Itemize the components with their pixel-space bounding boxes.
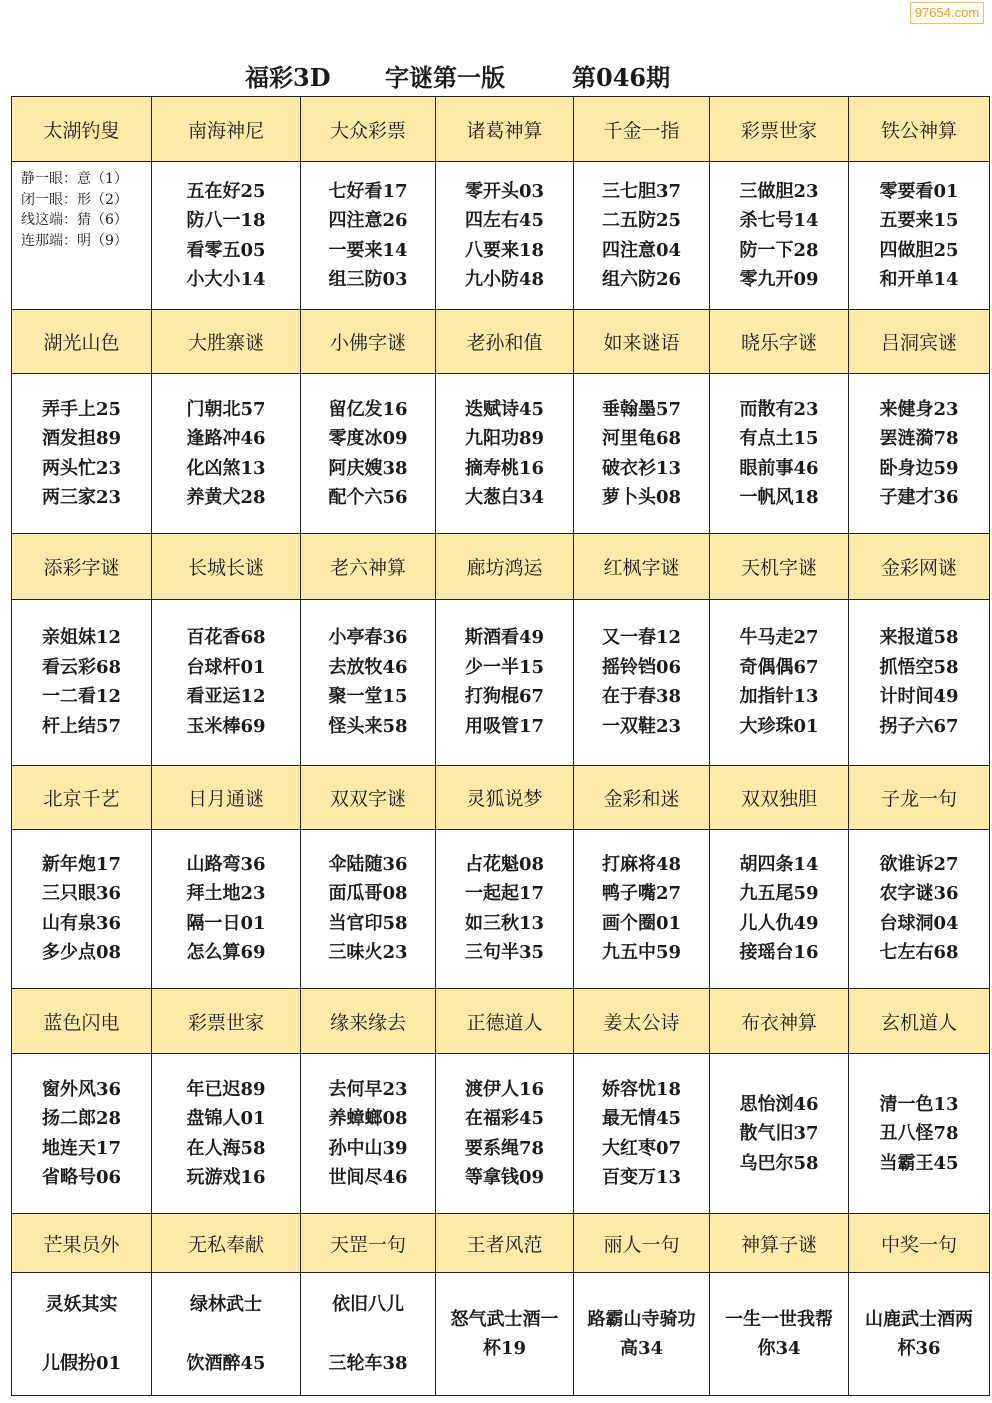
- content-row: [12, 1273, 990, 1396]
- riddle-line: 一双鞋23: [601, 715, 682, 737]
- riddle-cell: [574, 1054, 710, 1214]
- column-title: 彩票世家: [710, 97, 849, 162]
- column-title: 长城长谜: [152, 534, 301, 599]
- riddle-line: 三味火23: [328, 942, 408, 964]
- riddle-line: 一起起17: [464, 883, 545, 905]
- riddle-cell: [301, 1054, 436, 1214]
- riddle-line: 接瑶台16: [739, 942, 819, 964]
- riddle-line: 打狗棍67: [464, 686, 545, 708]
- column-title: 如来谜语: [574, 309, 710, 373]
- riddle-cell: [710, 1273, 849, 1396]
- riddle-line: 奇偶偶67: [739, 656, 819, 678]
- riddle-cell: [710, 1054, 849, 1214]
- riddle-cell: [849, 1273, 990, 1396]
- riddle-line: 逢路冲46: [186, 428, 266, 450]
- column-title: 王者风范: [436, 1214, 574, 1273]
- riddle-line: 散气旧37: [739, 1123, 819, 1144]
- riddle-cell: [574, 162, 710, 309]
- riddle-line: 养蟑螂08: [328, 1108, 408, 1130]
- header-row: [12, 534, 990, 599]
- riddle-cell: [152, 1054, 301, 1214]
- riddle-line: 大葱白34: [464, 487, 545, 509]
- column-title: 老六神算: [301, 534, 436, 599]
- riddle-cell: [152, 830, 301, 989]
- riddle-line: 等拿钱09: [464, 1167, 545, 1189]
- riddle-line: 小亭春36: [328, 627, 408, 649]
- riddle-line: 聚一堂15: [328, 686, 408, 708]
- column-title: 彩票世家: [152, 988, 301, 1053]
- riddle-cell: [574, 374, 710, 534]
- column-title: 大胜寨谜: [152, 309, 301, 373]
- riddle-cell: [436, 162, 574, 309]
- riddle-line: 一二看12: [41, 686, 122, 708]
- riddle-line: 七左右68: [879, 942, 959, 964]
- riddle-line: 眼前事46: [739, 457, 819, 479]
- column-title: 玄机道人: [849, 988, 990, 1053]
- column-title: 正德道人: [436, 988, 574, 1053]
- riddle-cell: [849, 1054, 990, 1214]
- riddle-line: 台球杆01: [186, 656, 266, 678]
- content-row: [12, 599, 990, 765]
- riddle-cell: [436, 1054, 574, 1214]
- riddle-line: 又一春12: [601, 627, 682, 649]
- riddle-line: 有点土15: [739, 428, 819, 450]
- riddle-line: 大红枣07: [601, 1137, 682, 1159]
- riddle-line: 七好看17: [328, 180, 408, 202]
- riddle-line: 饮酒醉45: [186, 1353, 266, 1375]
- column-title: 南海神尼: [152, 97, 301, 162]
- column-title: 晓乐字谜: [710, 309, 849, 373]
- column-title: 廊坊鸿运: [436, 534, 574, 599]
- riddle-table: [11, 96, 990, 1396]
- riddle-line: 组六防26: [601, 269, 682, 291]
- riddle-line: 玉米棒69: [186, 715, 266, 737]
- riddle-line: 路霸山寺骑功: [587, 1309, 696, 1331]
- riddle-line: 三七胆37: [601, 180, 682, 202]
- riddle-line: 大珍珠01: [739, 715, 819, 737]
- column-title: 小佛字谜: [301, 309, 436, 373]
- column-title: 北京千艺: [12, 765, 152, 829]
- riddle-cell: [574, 599, 710, 765]
- riddle-line: 绿林武士: [190, 1294, 262, 1316]
- riddle-cell: [849, 162, 990, 309]
- riddle-line: 拜土地23: [186, 883, 266, 905]
- riddle-line: 零九开09: [739, 269, 819, 291]
- riddle-line: 怪头来58: [328, 715, 408, 737]
- riddle-line: 和开单14: [879, 269, 959, 291]
- riddle-line: 少一半15: [464, 656, 545, 678]
- riddle-line: 加指针13: [739, 686, 819, 708]
- column-title: 神算子谜: [710, 1214, 849, 1273]
- riddle-line: 娇容忧18: [601, 1078, 682, 1100]
- riddle-line: 在于春38: [601, 686, 682, 708]
- riddle-line: 三轮车38: [328, 1353, 408, 1375]
- riddle-line: 看云彩68: [41, 656, 122, 678]
- riddle-line: 怎么算69: [186, 942, 266, 964]
- site-watermark: 97654.com: [910, 2, 984, 24]
- riddle-cell: [436, 599, 574, 765]
- riddle-cell: [12, 1054, 152, 1214]
- riddle-line: 山路弯36: [186, 853, 266, 875]
- riddle-line: 要系绳78: [464, 1137, 545, 1159]
- page-title: [0, 58, 992, 92]
- riddle-line: 九阳功89: [464, 428, 545, 450]
- riddle-line: 年已迟89: [186, 1078, 266, 1100]
- riddle-line: 一生一世我帮: [725, 1309, 833, 1331]
- riddle-line: 你34: [757, 1338, 801, 1360]
- riddle-cell: [12, 1273, 152, 1396]
- riddle-line: 防一下28: [739, 239, 819, 261]
- riddle-cell: [301, 374, 436, 534]
- riddle-line: 亲姐妹12: [41, 627, 122, 649]
- riddle-line: 配个六56: [328, 487, 408, 509]
- header-row: [12, 309, 990, 373]
- column-title: 蓝色闪电: [12, 988, 152, 1053]
- riddle-line: 化凶煞13: [186, 457, 266, 479]
- column-title: 天机字谜: [710, 534, 849, 599]
- riddle-line: 隔一日01: [186, 912, 266, 934]
- column-title: 无私奉献: [152, 1214, 301, 1273]
- riddle-line: 养黄犬28: [186, 487, 266, 509]
- riddle-line: 伞陆随36: [328, 853, 408, 875]
- riddle-line: 四左右45: [464, 210, 545, 232]
- riddle-line: 杆上结57: [41, 715, 122, 737]
- content-row: [12, 1054, 990, 1214]
- riddle-line: 清一色13: [879, 1093, 959, 1115]
- riddle-line: 计时间49: [879, 686, 959, 708]
- riddle-cell: [710, 599, 849, 765]
- riddle-line: 依旧八儿: [332, 1294, 404, 1316]
- column-title: 芒果员外: [12, 1214, 152, 1273]
- column-title: 缘来缘去: [301, 988, 436, 1053]
- riddle-line: 新年炮17: [41, 853, 122, 875]
- riddle-cell: [436, 374, 574, 534]
- riddle-line: 萝卜头08: [601, 487, 682, 509]
- riddle-line: 鸭子嘴27: [601, 883, 682, 905]
- riddle-line: 而散有23: [739, 398, 819, 420]
- column-title: 金彩网谜: [849, 534, 990, 599]
- riddle-line: 在人海58: [186, 1137, 266, 1159]
- riddle-line: 九小防48: [464, 269, 545, 291]
- riddle-line: 抓悟空58: [879, 656, 959, 678]
- column-title: 铁公神算: [849, 97, 990, 162]
- riddle-line: 高34: [619, 1338, 664, 1360]
- riddle-line: 如三秋13: [464, 912, 545, 934]
- header-row: [12, 988, 990, 1053]
- riddle-line: 用吸管17: [464, 715, 545, 737]
- riddle-line: 河里龟68: [601, 428, 682, 450]
- riddle-line: 窗外风36: [41, 1078, 122, 1100]
- riddle-cell: [849, 599, 990, 765]
- riddle-line: 门朝北57: [186, 398, 266, 420]
- riddle-line: 面瓜哥08: [328, 883, 408, 905]
- riddle-line: 弄手上25: [41, 398, 122, 420]
- riddle-line: 斯酒看49: [464, 627, 545, 649]
- riddle-line: 农字谜36: [879, 883, 959, 905]
- riddle-line: 九五中59: [601, 942, 682, 964]
- riddle-line: 当官印58: [328, 912, 408, 934]
- riddle-cell: [152, 374, 301, 534]
- riddle-line: 思怡浏46: [739, 1093, 819, 1115]
- column-title: 子龙一句: [849, 765, 990, 829]
- riddle-line: 打麻将48: [601, 853, 682, 875]
- riddle-line: 小大小14: [186, 269, 266, 291]
- riddle-cell: [301, 830, 436, 989]
- riddle-line: 杀七号14: [739, 210, 819, 232]
- riddle-line: 丑八怪78: [879, 1123, 959, 1144]
- riddle-line: 山鹿武士酒两: [865, 1309, 973, 1331]
- column-title: 灵狐说梦: [436, 765, 574, 829]
- riddle-line: 当霸王45: [879, 1152, 959, 1174]
- riddle-line: 零开头03: [464, 180, 545, 202]
- riddle-line: 多少点08: [41, 942, 122, 964]
- riddle-line: 三句半35: [464, 942, 545, 964]
- header-row: [12, 97, 990, 162]
- riddle-line: 来报道58: [879, 627, 959, 649]
- header-row: [12, 765, 990, 829]
- line-spacer: [12, 1319, 151, 1349]
- riddle-cell: [12, 162, 152, 309]
- column-title: 日月通谜: [152, 765, 301, 829]
- riddle-line: 欲谁诉27: [879, 853, 959, 875]
- riddle-line: 盘锦人01: [186, 1108, 266, 1130]
- riddle-line: 卧身边59: [879, 457, 959, 479]
- column-title: 中奖一句: [849, 1214, 990, 1273]
- riddle-line: 子建才36: [879, 487, 959, 509]
- riddle-line: 儿人仇49: [739, 912, 819, 934]
- note-line: 静一眼：意（1）: [21, 171, 128, 188]
- riddle-line: 迭赋诗45: [464, 398, 545, 420]
- riddle-line: 拐子六67: [879, 715, 959, 737]
- riddle-line: 罢涟漪78: [879, 428, 959, 450]
- riddle-line: 三做胆23: [739, 180, 819, 202]
- riddle-line: 一帆风18: [739, 487, 819, 509]
- riddle-cell: [710, 374, 849, 534]
- riddle-cell: [152, 599, 301, 765]
- column-title: 太湖钓叟: [12, 97, 152, 162]
- content-row: [12, 830, 990, 989]
- riddle-line: 儿假扮01: [41, 1353, 122, 1375]
- line-spacer: [152, 1319, 300, 1349]
- content-row: [12, 162, 990, 309]
- riddle-line: 玩游戏16: [186, 1167, 266, 1189]
- riddle-line: 三只眼36: [41, 883, 122, 905]
- riddle-line: 山有泉36: [41, 912, 122, 934]
- riddle-line: 组三防03: [328, 269, 408, 291]
- column-title: 千金一指: [574, 97, 710, 162]
- riddle-line: 两头忙23: [41, 457, 122, 479]
- riddle-cell: [12, 374, 152, 534]
- riddle-line: 孙中山39: [328, 1137, 408, 1159]
- riddle-line: 牛马走27: [739, 627, 819, 649]
- column-title: 红枫字谜: [574, 534, 710, 599]
- riddle-cell: [301, 162, 436, 309]
- column-title: 大众彩票: [301, 97, 436, 162]
- riddle-cell: [849, 374, 990, 534]
- riddle-cell: [152, 1273, 301, 1396]
- riddle-line: 两三家23: [41, 487, 122, 509]
- riddle-line: 怒气武士酒一: [450, 1309, 559, 1331]
- riddle-line: 摘寿桃16: [464, 457, 545, 479]
- riddle-line: 台球洞04: [879, 912, 959, 934]
- riddle-line: 去放牧46: [328, 656, 408, 678]
- riddle-line: 在福彩45: [464, 1108, 545, 1130]
- riddle-line: 二五防25: [601, 210, 682, 232]
- riddle-line: 百花香68: [186, 627, 266, 649]
- note-line: 连那端：明（9）: [21, 232, 128, 249]
- riddle-cell: [436, 830, 574, 989]
- riddle-line: 四做胆25: [879, 239, 959, 261]
- riddle-cell: [12, 830, 152, 989]
- riddle-line: 世间尽46: [328, 1167, 408, 1189]
- riddle-line: 扬二郎28: [41, 1108, 122, 1130]
- riddle-line: 最无情45: [601, 1108, 682, 1130]
- column-title: 湖光山色: [12, 309, 152, 373]
- riddle-cell: [710, 162, 849, 309]
- riddle-line: 摇铃铛06: [601, 656, 682, 678]
- riddle-line: 灵妖其实: [45, 1294, 118, 1316]
- riddle-line: 看零五05: [186, 239, 266, 261]
- riddle-line: 留亿发16: [328, 398, 408, 420]
- riddle-line: 垂翰墨57: [601, 398, 682, 420]
- riddle-line: 八要来18: [464, 239, 545, 261]
- riddle-cell: [574, 830, 710, 989]
- riddle-line: 九五尾59: [739, 883, 819, 905]
- riddle-line: 四注意04: [601, 239, 682, 261]
- column-title: 诸葛神算: [436, 97, 574, 162]
- riddle-cell: [710, 830, 849, 989]
- riddle-line: 来健身23: [879, 398, 959, 420]
- content-row: [12, 374, 990, 534]
- riddle-line: 五在好25: [186, 180, 266, 202]
- title-issue: 第046期: [572, 63, 671, 92]
- column-title: 吕洞宾谜: [849, 309, 990, 373]
- column-title: 姜太公诗: [574, 988, 710, 1053]
- riddle-line: 四注意26: [328, 210, 408, 232]
- header-row: [12, 1214, 990, 1273]
- column-title: 布衣神算: [710, 988, 849, 1053]
- title-edition: 字谜第一版: [385, 63, 505, 92]
- riddle-line: 省略号06: [41, 1167, 122, 1189]
- riddle-line: 一要来14: [328, 239, 408, 261]
- note-line: 线这端：猜（6）: [21, 212, 128, 229]
- riddle-line: 看亚运12: [186, 686, 266, 708]
- riddle-cell: [849, 830, 990, 989]
- riddle-line: 占花魁08: [464, 853, 545, 875]
- riddle-line: 地连天17: [41, 1137, 122, 1159]
- column-title: 双双字谜: [301, 765, 436, 829]
- riddle-line: 百变万13: [601, 1167, 682, 1189]
- riddle-cell: [152, 162, 301, 309]
- riddle-line: 防八一18: [186, 210, 266, 232]
- column-title: 丽人一句: [574, 1214, 710, 1273]
- riddle-line: 零要看01: [879, 180, 959, 202]
- riddle-line: 五要来15: [879, 210, 959, 232]
- riddle-line: 零度冰09: [328, 428, 408, 450]
- riddle-line: 酒发担89: [41, 428, 122, 450]
- riddle-line: 阿庆嫂38: [328, 457, 408, 479]
- riddle-line: 渡伊人16: [464, 1078, 545, 1100]
- column-title: 老孙和值: [436, 309, 574, 373]
- line-spacer: [301, 1319, 435, 1349]
- riddle-line: 破衣衫13: [601, 457, 682, 479]
- riddle-cell: [436, 1273, 574, 1396]
- riddle-cell: [574, 1273, 710, 1396]
- note-line: 闭一眼：形（2）: [21, 191, 128, 208]
- riddle-line: 去何早23: [328, 1078, 408, 1100]
- riddle-line: 胡四条14: [739, 853, 819, 875]
- riddle-line: 乌巴尔58: [739, 1152, 819, 1174]
- title-lottery: 福彩3D: [245, 63, 331, 92]
- riddle-line: 杯36: [897, 1338, 941, 1360]
- riddle-cell: [12, 599, 152, 765]
- column-title: 添彩字谜: [12, 534, 152, 599]
- column-title: 双双独胆: [710, 765, 849, 829]
- column-title: 天罡一句: [301, 1214, 436, 1273]
- riddle-cell: [301, 1273, 436, 1396]
- column-title: 金彩和迷: [574, 765, 710, 829]
- riddle-line: 杯19: [482, 1338, 527, 1360]
- riddle-cell: [301, 599, 436, 765]
- riddle-line: 画个圈01: [601, 912, 682, 934]
